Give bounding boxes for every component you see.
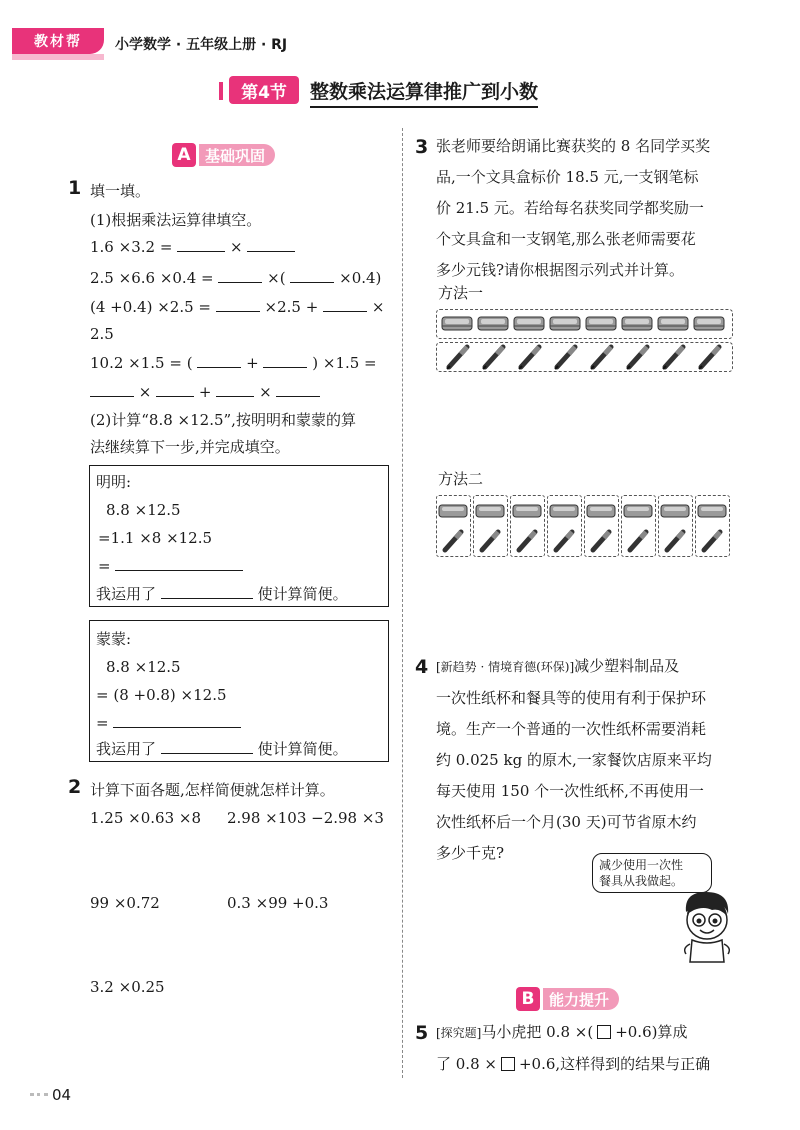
q1-eq2-text-a: 2.5 ×6.6 ×0.4 = [90,269,214,287]
pair-cell [695,495,730,557]
q1-part1-intro: (1)根据乘法运算律填空。 [90,211,262,229]
pair-cell [510,495,545,557]
mengmeng-step3-eq: = [96,714,109,732]
pair-cell [547,495,582,557]
section-marker [219,82,223,100]
pencil-case-icon [661,505,689,517]
column-divider [402,128,403,1078]
pencil-case-group [437,310,731,338]
q4-text [436,651,756,869]
q5-line2-a: 了 0.8 × [436,1055,497,1073]
answer-blank[interactable] [247,238,295,252]
speech-bubble [592,853,712,893]
pencil-case-icon [550,505,578,517]
mengmeng-step1: 8.8 ×12.5 [106,658,181,676]
q5-line1-a: 马小虎把 0.8 ×( [481,1023,594,1041]
q5-line [436,1049,756,1080]
section-a-banner [172,142,275,168]
q1-part2-line1: (2)计算“8.8 ×12.5”,按明明和蒙蒙的算 [90,411,356,429]
pen-icon [483,347,503,369]
mingming-step2: =1.1 ×8 ×12.5 [98,529,213,547]
q1-eq4-text-a: 10.2 ×1.5 = ( [90,354,193,372]
answer-blank[interactable] [197,354,241,368]
q4-line: 每天使用 150 个一次性纸杯,不再使用一 [436,782,704,800]
method-2-pairs [436,495,736,557]
q5-line2-b: +0.6,这样得到的结果与正确 [518,1055,711,1073]
answer-box[interactable] [501,1057,515,1071]
answer-blank[interactable] [323,298,367,312]
q5-text [436,1017,756,1080]
q4-line [436,651,756,683]
section-a-label: 基础巩固 [199,144,275,166]
pen-icon [556,532,572,550]
q1-eq3-text-a: (4 +0.4) ×2.5 = [90,298,211,316]
brand-underline [12,54,104,60]
pen-icon [591,347,611,369]
q3-line: 张老师要给朗诵比赛获奖的 8 名同学买奖 [436,137,711,155]
method-1-label: 方法一 [438,284,484,302]
section-b-label: 能力提升 [543,988,619,1010]
answer-blank[interactable] [177,238,225,252]
q2-number: 2 [68,776,82,798]
answer-blank[interactable] [218,269,262,283]
q1-number: 1 [68,177,82,199]
q1-eq2-text-b: ×( [267,269,286,287]
method-2-label: 方法二 [438,470,484,488]
pencil-case-icon [658,317,688,330]
q1-eq3 [90,297,384,317]
mingming-name: 明明: [96,473,132,491]
pencil-case-icon [624,505,652,517]
q1-eq3-cont: 2.5 [90,325,114,343]
q2-problem-3: 99 ×0.72 [90,894,160,912]
pen-group [437,343,731,371]
pen-icon [667,532,683,550]
q3-text [436,131,756,286]
q1-eq5 [90,382,320,402]
pair-cell [621,495,656,557]
mengmeng-step2: = (8 +0.8) ×12.5 [96,686,227,704]
q1-eq5-text-a: × [138,383,152,401]
q1-eq5-text-b: + [198,383,212,401]
pair-cell [436,495,471,557]
pen-icon [519,532,535,550]
section-a-letter: A [172,143,196,167]
q5-line1-b: +0.6)算成 [615,1023,688,1041]
pencil-case-icon [698,505,726,517]
method-1-pen-row [436,342,733,372]
pencil-case-icon [587,505,615,517]
q4-line: 境。生产一个普通的一次性纸杯需要消耗 [436,720,707,738]
pencil-case-icon [514,317,544,330]
pencil-case-icon [442,317,472,330]
page-number: 04 [52,1086,72,1104]
pair-cell [584,495,619,557]
answer-box[interactable] [597,1025,611,1039]
pen-icon [663,347,683,369]
q2-prompt: 计算下面各题,怎样简便就怎样计算。 [90,781,335,799]
q4-number: 4 [415,656,429,678]
answer-blank[interactable] [161,585,253,599]
q3-line: 多少元钱?请你根据图示列式并计算。 [436,261,685,279]
pencil-case-icon [550,317,580,330]
pen-icon [704,532,720,550]
method-1-pencilcase-row [436,309,733,339]
q1-part2-line2: 法继续算下一步,并完成填空。 [90,438,290,456]
pen-icon [699,347,719,369]
q1-eq3-text-b: ×2.5 + [264,298,319,316]
mingming-conclusion-b: 使计算简便。 [257,585,348,603]
speech-line: 餐具从我做起。 [599,874,684,888]
pencil-case-icon [439,505,467,517]
speech-line: 减少使用一次性 [599,858,684,872]
q4-line: 约 0.025 kg 的原木,一家餐饮店原来平均 [436,751,712,769]
answer-blank[interactable] [263,354,307,368]
q4-line: 次性纸杯后一个月(30 天)可节省原木约 [436,813,697,831]
pencil-case-icon [513,505,541,517]
mingming-step3-eq: = [98,557,111,575]
q1-eq2-text-c: ×0.4) [339,269,382,287]
mingming-step1: 8.8 ×12.5 [106,501,181,519]
q4-line: 一次性纸杯和餐具等的使用有利于保护环 [436,689,707,707]
section-title: 整数乘法运算律推广到小数 [310,77,538,108]
mengmeng-step3 [96,713,241,733]
q2-problem-4: 0.3 ×99 +0.3 [227,894,329,912]
answer-blank[interactable] [216,383,254,397]
answer-blank[interactable] [216,298,260,312]
mingming-box [89,465,389,607]
q1-eq1-text-a: 1.6 ×3.2 = [90,238,173,256]
answer-blank[interactable] [113,714,241,728]
mengmeng-conclusion-a: 我运用了 [96,740,157,758]
pen-icon [447,347,467,369]
pencil-case-icon [586,317,616,330]
pair-cell [658,495,693,557]
answer-blank[interactable] [156,383,194,397]
answer-blank[interactable] [290,269,334,283]
pen-icon [555,347,575,369]
answer-blank[interactable] [161,740,253,754]
q1-eq1 [90,237,295,257]
q4-line: 多少千克? [436,844,505,862]
q5-number: 5 [415,1022,429,1044]
mengmeng-conclusion-b: 使计算简便。 [257,740,348,758]
mengmeng-name: 蒙蒙: [96,630,132,648]
pen-icon [445,532,461,550]
pencil-case-icon [694,317,724,330]
q2-problem-2: 2.98 ×103 −2.98 ×3 [227,809,384,827]
answer-blank[interactable] [276,383,320,397]
mingming-conclusion-a: 我运用了 [96,585,157,603]
section-b-banner [516,986,619,1012]
q1-eq4 [90,353,377,373]
page-dots [30,1093,48,1097]
mengmeng-box [89,620,389,762]
pen-icon [482,532,498,550]
mingming-step3 [98,556,243,576]
q1-eq4-text-b: + [246,354,259,372]
q2-problem-1: 1.25 ×0.63 ×8 [90,809,202,827]
mingming-conclusion [96,584,348,604]
q5-tag: [探究题] [436,1026,482,1040]
boy-illustration [676,888,738,964]
q3-line: 个文具盒和一支钢笔,那么张老师需要花 [436,230,696,248]
q5-line [436,1017,756,1049]
q1-prompt: 填一填。 [90,182,151,200]
pencil-case-icon [478,317,508,330]
pen-icon [627,347,647,369]
q1-eq3-text-c: × [371,298,385,316]
q4-tag: [新趋势 · 情境育德(环保)] [436,660,575,674]
q3-number: 3 [415,136,429,158]
pen-icon [519,347,539,369]
q1-eq4-text-c: ) ×1.5 = [312,354,377,372]
section-number: 第4节 [229,76,299,104]
q1-eq2 [90,268,381,288]
mengmeng-conclusion [96,739,348,759]
q3-line: 品,一个文具盒标价 18.5 元,一支钢笔标 [436,168,699,186]
pair-cell [473,495,508,557]
book-title: 小学数学 · 五年级上册 · RJ [115,37,288,53]
pencil-case-icon [622,317,652,330]
answer-blank[interactable] [115,557,243,571]
brand-tag: 教材帮 [12,28,104,54]
pencil-case-icon [476,505,504,517]
pen-icon [593,532,609,550]
section-b-letter: B [516,987,540,1011]
q4-line1-rest: 减少塑料制品及 [574,657,680,675]
q1-eq1-text-b: × [229,238,243,256]
answer-blank[interactable] [90,383,134,397]
q2-problem-5: 3.2 ×0.25 [90,978,165,996]
q3-line: 价 21.5 元。若给每名获奖同学都奖励一 [436,199,704,217]
pen-icon [630,532,646,550]
q1-eq5-text-c: × [259,383,272,401]
